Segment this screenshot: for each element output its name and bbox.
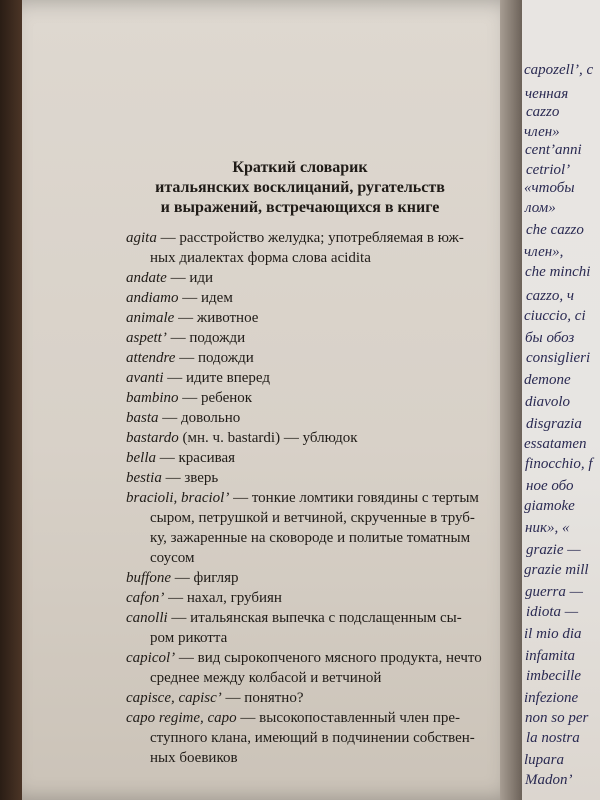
entry-definition: — довольно [158,410,241,426]
entry-term: bella [126,450,156,466]
entry-definition: — идите вперед [163,370,271,386]
entry-term: capicol’ [126,650,176,666]
right-page-text-fragment: capozell’, c [524,62,594,78]
entry-definition: — зверь [161,470,219,486]
entry-definition: — ребенок [178,390,253,406]
right-page-text-fragment: ченная [525,86,569,102]
glossary-entry [126,328,518,348]
entry-first-line [126,408,518,428]
right-page-text-fragment: demone [524,372,571,388]
entry-definition: — иди [166,270,214,286]
entry-term: aspett’ [126,330,167,346]
right-page-text-fragment: disgrazia [526,416,582,432]
right-page-text-fragment: grazie mill [524,562,589,578]
entry-continuation: соусом [150,550,195,566]
right-page-text-fragment: бы обоз [525,330,575,346]
entry-definition: — животное [174,310,259,326]
right-page-text-fragment: non so per [525,710,589,726]
right-page-text-fragment: guerra — [525,584,583,600]
entry-first-line [126,328,518,348]
right-page-text-fragment: infamita [525,648,576,664]
right-page-text-fragment: il mio dia [524,626,582,642]
entry-first-line [126,228,518,248]
right-page-text-fragment: «чтобы [524,180,575,196]
heading-line-1: Краткий словарик [232,159,368,176]
glossary-entries [126,228,518,768]
left-page [22,0,522,800]
entry-continuation: ступного клана, имеющий в подчинении собствен- [150,730,475,746]
glossary-entry [126,368,518,388]
right-page-text-fragment: che minchi [525,264,591,280]
entry-term: animale [126,310,175,326]
entry-term: andate [126,270,167,286]
entry-definition: — понятно? [221,690,304,706]
right-page-text-fragment: consiglieri [526,350,591,366]
entry-first-line [126,308,518,328]
heading-line-3: и выражений, встречающихся в книге [160,199,440,216]
right-page-text-fragment: лом» [525,200,556,216]
right-page-text-fragment: ciuccio, ci [524,308,586,324]
entry-term: buffone [126,570,171,586]
entry-continuation: ку, зажаренные на сковороде и политые томатным [150,530,471,546]
glossary-heading [110,158,490,218]
entry-definition: — вид сырокопченого мясного продукта, нечто [175,650,482,666]
glossary-entry [126,648,518,688]
entry-definition: — тонкие ломтики говядины с тертым [229,490,479,506]
glossary-entry [126,708,518,768]
glossary-entry [126,228,518,268]
glossary-entry [126,568,518,588]
entry-definition: — итальянская выпечка с подслащенным сы- [167,610,462,626]
entry-term: cafon’ [126,590,165,606]
glossary-entry [126,688,518,708]
right-page-text-fragment: finocchio, f [525,456,593,472]
entry-first-line [126,368,518,388]
glossary-entry [126,588,518,608]
right-page-text-fragment: la nostra [526,730,580,746]
right-page-text-fragment: Madon’ [525,772,573,788]
entry-term: bestia [126,470,162,486]
entry-term: capisce, capisc’ [126,690,222,706]
glossary-entry [126,268,518,288]
glossary-entry [126,488,518,568]
glossary-entry [126,308,518,328]
glossary-entry [126,348,518,368]
entry-first-line [126,348,518,368]
entry-term: bracioli, braciol’ [126,490,230,506]
right-page-text-fragment: imbecille [526,668,581,684]
entry-definition: — идем [178,290,233,306]
right-page-text-fragment: grazie — [526,542,581,558]
entry-first-line [126,488,518,508]
right-page-fragment [522,0,600,800]
entry-term: bambino [126,390,179,406]
right-page-text-fragment: infezione [524,690,579,706]
entry-first-line [126,608,518,628]
entry-first-line [126,268,518,288]
entry-term: bastardo [126,430,179,446]
right-page-text-fragment: che cazzo [526,222,584,238]
glossary-entry [126,468,518,488]
entry-first-line [126,568,518,588]
right-page-text-fragment: cent’anni [525,142,582,158]
entry-continuation: среднее между колбасой и ветчиной [150,670,382,686]
entry-first-line [126,288,518,308]
glossary-entry [126,428,518,448]
right-page-text-fragment: diavolo [525,394,570,410]
right-page-text-fragment: giamoke [524,498,575,514]
entry-first-line [126,688,518,708]
right-page-text-fragment: essatamen [524,436,587,452]
entry-term: avanti [126,370,164,386]
entry-definition: — красивая [156,450,236,466]
entry-first-line [126,468,518,488]
right-page-text-fragment: lupara [524,752,565,768]
entry-first-line [126,708,518,728]
book-gutter [500,0,522,800]
heading-line-2: итальянских восклицаний, ругательств [155,179,445,196]
entry-term: agita [126,230,157,246]
right-page-text-fragment: idiota — [526,604,579,620]
right-page-text-fragment: член» [524,124,560,140]
entry-first-line [126,448,518,468]
right-page-text-fragment: cetriol’ [526,162,571,178]
entry-continuation: ных боевиков [150,750,238,766]
entry-definition: — нахал, грубиян [164,590,282,606]
glossary-entry [126,608,518,648]
entry-first-line [126,388,518,408]
glossary-entry [126,448,518,468]
glossary-entry [126,408,518,428]
right-page-text-fragment: член», [524,244,564,260]
entry-term: canolli [126,610,168,626]
entry-continuation: сыром, петрушкой и ветчиной, скрученные в труб- [150,510,475,526]
entry-term: capo regime, capo [126,710,237,726]
glossary-entry [126,288,518,308]
glossary-entry [126,388,518,408]
entry-first-line [126,648,518,668]
entry-term: andiamo [126,290,179,306]
entry-definition: (мн. ч. bastardi) — ублюдок [178,430,358,446]
entry-definition: — подожди [166,330,246,346]
entry-first-line [126,428,518,448]
right-page-text-fragment: ное обо [526,478,574,494]
entry-definition: — фигляр [171,570,239,586]
entry-term: attendre [126,350,176,366]
entry-continuation: ных диалектах форма слова acidita [150,250,371,266]
entry-definition: — расстройство желудка; употребляемая в юж- [156,230,464,246]
right-page-text-fragment: cazzo, ч [526,288,574,304]
entry-first-line [126,588,518,608]
entry-definition: — высокопоставленный член пре- [236,710,461,726]
right-page-text-fragment: ник», « [525,520,570,536]
entry-term: basta [126,410,159,426]
right-page-text-fragment: cazzo [526,104,560,120]
entry-definition: — подожди [175,350,254,366]
left-book-edge [0,0,22,800]
entry-continuation: ром рикотта [150,630,228,646]
